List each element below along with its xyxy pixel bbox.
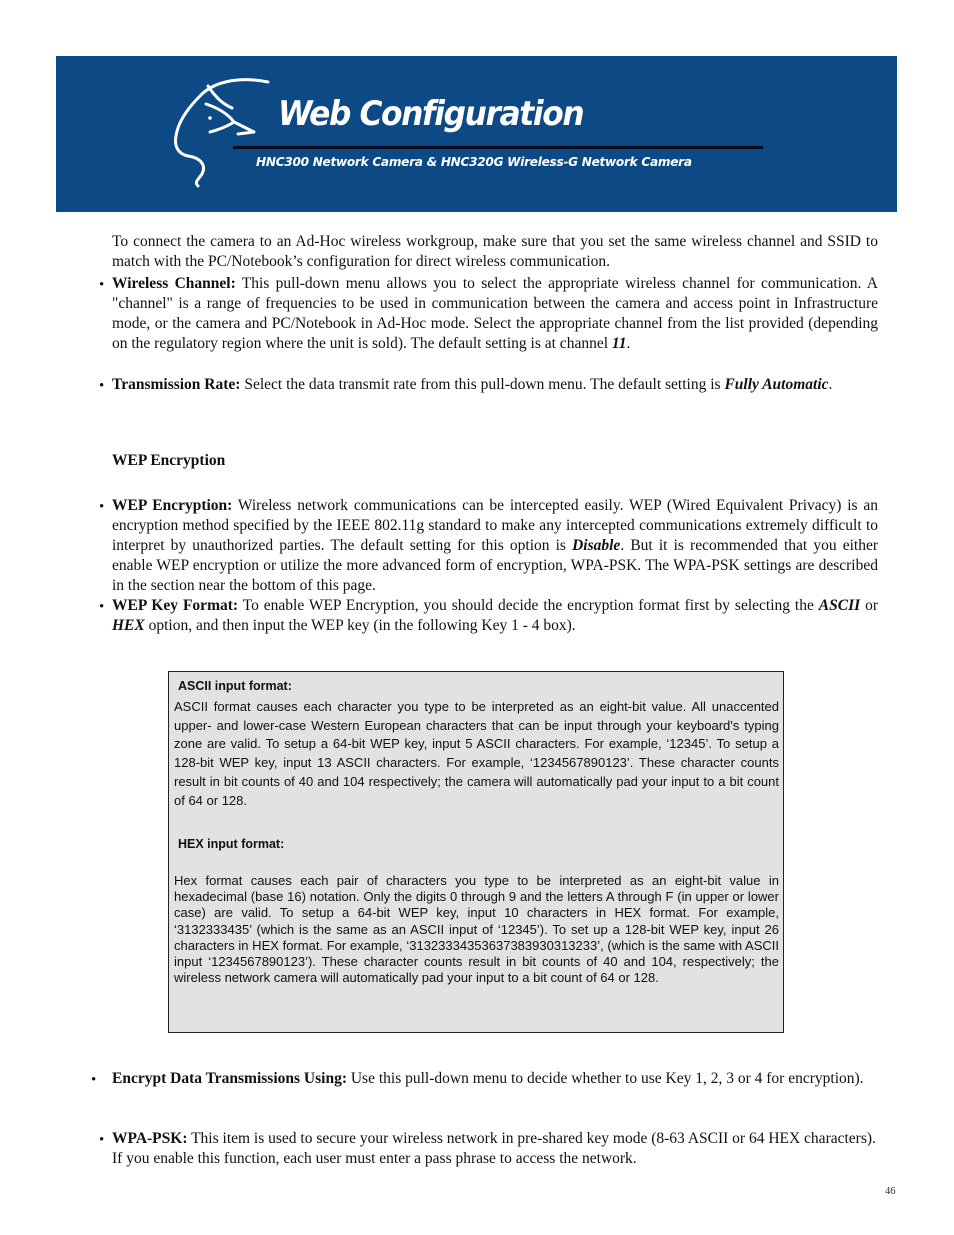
bullet-glyph: • — [99, 499, 105, 515]
bullet-glyph: • — [99, 277, 105, 293]
emphasis: Disable — [572, 537, 621, 554]
banner-rule — [233, 146, 763, 149]
hex-format-heading: HEX input format: — [178, 837, 285, 851]
term: Wireless Channel: — [112, 275, 236, 292]
input-format-note-box — [168, 671, 784, 1033]
bullet-glyph: • — [99, 599, 105, 615]
banner-subtitle: HNC300 Network Camera & HNC320G Wireless-G Network Camera — [256, 154, 692, 169]
encrypt-data-paragraph: Encrypt Data Transmissions Using: Use this pull-down menu to decide whether to use Key 1, 2, 3 or 4 for encryption). — [112, 1070, 864, 1087]
wep-key-format-paragraph: WEP Key Format: To enable WEP Encryption, you should decide the encryption format first by selecting the ASCII or HEX option, and then input the WEP key (in the following Key 1 - 4 box). — [112, 597, 878, 634]
wpa-psk-paragraph: WPA-PSK: This item is used to secure your wireless network in pre-shared key mode (8-63 ASCII or 64 HEX characters). If you enable this function, each user must enter a pass phrase to access the network. — [112, 1130, 876, 1167]
hex-format-text: Hex format causes each pair of characters you type to be interpreted as an eight-bit value in hexadecimal (base 16) notation. Only the digits 0 through 9 and the letters A through F (in upper or lower case) are valid. To setup a 64-bit WEP key, input 10 characters in HEX format. For example, ‘3132333435’ (which is the same as an ASCII input of ‘12345’). To set up a 128-bit WEP key, input 26 characters in HEX format. For example, ‘31323334353637383930313233’, (which is the same with ASCII input ‘1234567890123’). These character counts result in bit counts of 40 and 104, respectively; the wireless network camera will automatically pad your input to a bit count of 64 or 128. — [174, 873, 779, 986]
banner-title: Web Configuration — [278, 94, 584, 134]
term: WPA-PSK: — [112, 1130, 188, 1147]
bullet-glyph: • — [99, 1132, 105, 1148]
term: WEP Encryption: — [112, 497, 233, 514]
ascii-format-text: ASCII format causes each character you type to be interpreted as an eight-bit value. All unaccented upper- and lower-case Western European characters that can be input through your keyboard's typing zone are valid. To setup a 64-bit WEP key, input 5 ASCII characters. For example, ‘12345’. To setup a 128-bit WEP key, input 13 ASCII characters. For example, ‘1234567890123’. These character counts result in bit counts of 40 and 104 respectively; the camera will automatically pad your input to a bit count of 64 or 128. — [174, 699, 779, 808]
bullet-glyph: • — [91, 1072, 97, 1088]
page-number: 46 — [885, 1186, 896, 1197]
bullet-glyph: • — [99, 378, 105, 394]
wep-encryption-paragraph: WEP Encryption: Wireless network communications can be intercepted easily. WEP (Wired Equivalent Privacy) is an encryption method specified by the IEEE 802.11g standard to make any intercepted communications extremely difficult to interpret by unauthorized parties. The default setting for this option is Disable. But it is recommended that you either enable WEP encryption or utilize the more advanced form of encryption, WPA-PSK. The WPA-PSK settings are described in the section near the bottom of this page. — [112, 497, 878, 594]
emphasis: Fully Automatic — [724, 376, 829, 393]
eagle-head-logo-icon — [168, 74, 278, 189]
term: WEP Key Format: — [112, 597, 239, 614]
header-banner — [56, 56, 897, 212]
wireless-channel-paragraph: Wireless Channel: This pull-down menu allows you to select the appropriate wireless channel for communication. A "channel" is a range of frequencies to be used in communication between the camera and access point in Infrastructure mode, or the camera and PC/Notebook in Ad-Hoc mode. Select the appropriate channel from the list provided (depending on the regulatory region where the unit is sold). The default setting is at channel 11. — [112, 275, 878, 352]
emphasis: ASCII — [818, 597, 861, 614]
intro-paragraph: To connect the camera to an Ad-Hoc wireless workgroup, make sure that you set the same wireless channel and SSID to match with the PC/Notebook’s configuration for direct wireless communication. — [112, 233, 878, 270]
emphasis: 11 — [611, 335, 627, 352]
ascii-format-heading: ASCII input format: — [178, 679, 292, 693]
term: Encrypt Data Transmissions Using: — [112, 1070, 347, 1087]
term: Transmission Rate: — [112, 376, 241, 393]
emphasis: HEX — [112, 617, 145, 634]
transmission-rate-paragraph: Transmission Rate: Select the data transmit rate from this pull-down menu. The default setting is Fully Automatic. — [112, 376, 833, 393]
wep-section-heading: WEP Encryption — [112, 452, 226, 469]
